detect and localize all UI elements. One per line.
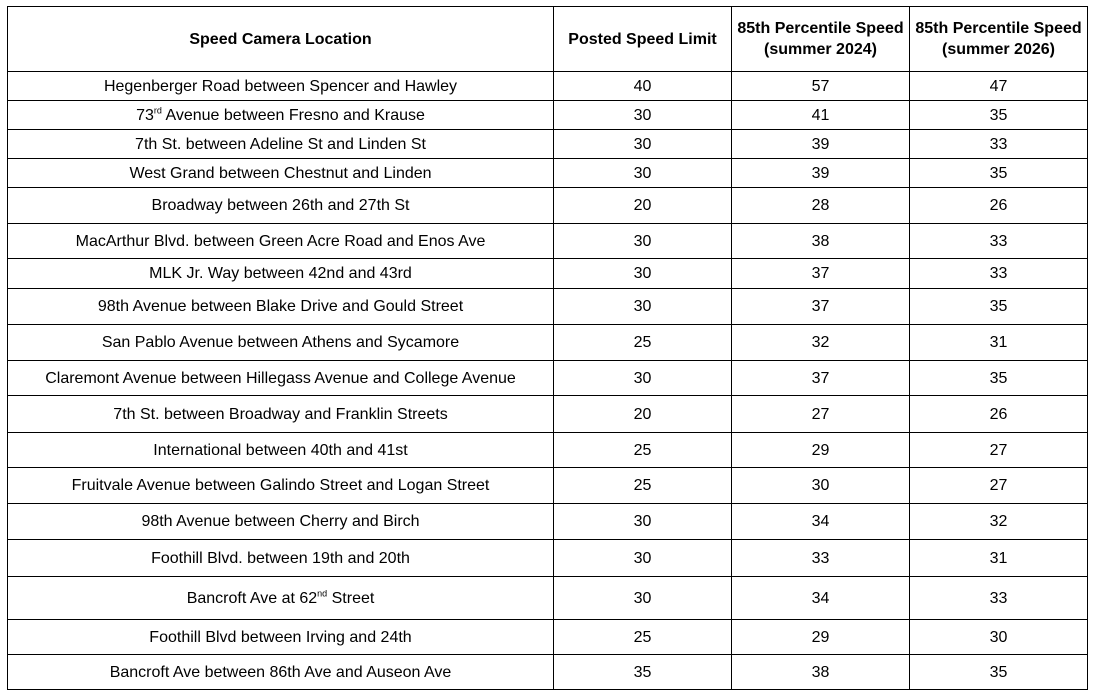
cell-speed-2024: 28 [732, 188, 910, 224]
cell-posted-limit: 30 [554, 259, 732, 289]
cell-location [8, 188, 554, 224]
cell-speed-2026: 30 [910, 620, 1088, 655]
table-row [8, 468, 1088, 504]
cell-posted-limit: 25 [554, 325, 732, 361]
location-text: Bancroft Ave at 62 [186, 589, 318, 607]
cell-location [8, 289, 554, 325]
cell-speed-2024: 38 [732, 655, 910, 690]
cell-posted-limit: 30 [554, 101, 732, 130]
cell-speed-2024: 39 [732, 159, 910, 188]
cell-speed-2026: 47 [910, 72, 1088, 101]
cell-speed-2024: 57 [732, 72, 910, 101]
cell-speed-2026: 33 [910, 577, 1088, 620]
table-row [8, 259, 1088, 289]
location-text: Foothill Blvd. between 19th and 20th [151, 549, 410, 567]
cell-posted-limit: 30 [554, 504, 732, 540]
cell-speed-2026: 26 [910, 396, 1088, 433]
cell-speed-2026: 35 [910, 159, 1088, 188]
cell-location [8, 325, 554, 361]
location-ordinal-suffix: nd [317, 588, 328, 599]
cell-posted-limit: 25 [554, 468, 732, 504]
location-text: International between 40th and 41st [153, 441, 408, 459]
cell-speed-2024: 38 [732, 224, 910, 259]
cell-speed-2026: 35 [910, 101, 1088, 130]
cell-speed-2026: 27 [910, 468, 1088, 504]
cell-location [8, 504, 554, 540]
table-row [8, 361, 1088, 396]
cell-posted-limit: 40 [554, 72, 732, 101]
location-text: Broadway between 26th and 27th St [151, 197, 410, 214]
location-text: MLK Jr. Way between 42nd and 43rd [149, 265, 412, 282]
location-text: West Grand between Chestnut and Linden [129, 164, 432, 182]
cell-posted-limit: 25 [554, 620, 732, 655]
table-row [8, 130, 1088, 159]
table-row [8, 540, 1088, 577]
table-row [8, 72, 1088, 101]
cell-speed-2026: 35 [910, 361, 1088, 396]
location-text: 98th Avenue between Cherry and Birch [141, 513, 420, 530]
location-text: MacArthur Blvd. between Green Acre Road and Enos Ave [75, 232, 486, 250]
cell-posted-limit: 30 [554, 577, 732, 620]
cell-speed-2026: 31 [910, 540, 1088, 577]
cell-speed-2024: 33 [732, 540, 910, 577]
location-text: 7th St. between Adeline St and Linden St [135, 135, 426, 153]
table-row [8, 396, 1088, 433]
cell-speed-2024: 37 [732, 289, 910, 325]
table-row [8, 188, 1088, 224]
cell-speed-2024: 41 [732, 101, 910, 130]
cell-location [8, 101, 554, 130]
cell-speed-2024: 34 [732, 504, 910, 540]
location-text: Foothill Blvd between Irving and 24th [149, 628, 412, 646]
speed-camera-table [7, 6, 1088, 690]
cell-speed-2024: 37 [732, 259, 910, 289]
cell-posted-limit: 30 [554, 289, 732, 325]
cell-location [8, 468, 554, 504]
table-row [8, 504, 1088, 540]
cell-speed-2026: 33 [910, 130, 1088, 159]
header-speed-2024: 85th Percentile Speed (summer 2024) [732, 7, 910, 72]
location-text: Hegenberger Road between Spencer and Hawley [103, 77, 458, 95]
location-text: San Pablo Avenue between Athens and Sycamore [101, 334, 460, 351]
cell-speed-2024: 34 [732, 577, 910, 620]
header-speed-2026: 85th Percentile Speed (summer 2026) [910, 7, 1088, 72]
cell-posted-limit: 20 [554, 188, 732, 224]
cell-location [8, 396, 554, 433]
cell-location [8, 361, 554, 396]
cell-location [8, 540, 554, 577]
cell-speed-2026: 27 [910, 433, 1088, 468]
cell-posted-limit: 30 [554, 130, 732, 159]
table-row [8, 159, 1088, 188]
location-text: 7th St. between Broadway and Franklin Streets [113, 405, 448, 423]
cell-speed-2026: 35 [910, 289, 1088, 325]
location-text: Claremont Avenue between Hillegass Avenue and College Avenue [45, 369, 516, 387]
cell-posted-limit: 30 [554, 540, 732, 577]
cell-location [8, 577, 554, 620]
location-text: 98th Avenue between Blake Drive and Gould Street [97, 298, 464, 315]
table-row [8, 433, 1088, 468]
cell-location [8, 655, 554, 690]
cell-posted-limit: 25 [554, 433, 732, 468]
location-text: 73 [136, 106, 154, 124]
cell-speed-2026: 33 [910, 224, 1088, 259]
cell-posted-limit: 30 [554, 159, 732, 188]
cell-speed-2024: 32 [732, 325, 910, 361]
cell-location [8, 72, 554, 101]
cell-speed-2024: 27 [732, 396, 910, 433]
table-row [8, 620, 1088, 655]
location-text-rest: Street [327, 589, 375, 607]
cell-speed-2024: 37 [732, 361, 910, 396]
table-row [8, 325, 1088, 361]
cell-posted-limit: 30 [554, 361, 732, 396]
cell-speed-2026: 26 [910, 188, 1088, 224]
cell-speed-2026: 33 [910, 259, 1088, 289]
cell-speed-2024: 29 [732, 433, 910, 468]
cell-location [8, 130, 554, 159]
cell-location [8, 259, 554, 289]
cell-posted-limit: 20 [554, 396, 732, 433]
cell-speed-2026: 32 [910, 504, 1088, 540]
cell-speed-2024: 29 [732, 620, 910, 655]
cell-speed-2026: 31 [910, 325, 1088, 361]
cell-location [8, 433, 554, 468]
cell-location [8, 620, 554, 655]
location-text: Fruitvale Avenue between Galindo Street and Logan Street [71, 477, 490, 494]
cell-posted-limit: 35 [554, 655, 732, 690]
table-header-row [8, 7, 1088, 72]
location-text-rest: Avenue between Fresno and Krause [161, 106, 425, 124]
table-row [8, 101, 1088, 130]
header-posted-limit: Posted Speed Limit [554, 7, 732, 72]
table-body [8, 72, 1088, 690]
cell-speed-2024: 30 [732, 468, 910, 504]
table-row [8, 289, 1088, 325]
cell-speed-2024: 39 [732, 130, 910, 159]
location-ordinal-suffix: rd [153, 105, 162, 116]
cell-location [8, 159, 554, 188]
table-row [8, 577, 1088, 620]
header-location: Speed Camera Location [8, 7, 554, 72]
cell-location [8, 224, 554, 259]
location-text: Bancroft Ave between 86th Ave and Auseon Ave [109, 663, 452, 681]
cell-posted-limit: 30 [554, 224, 732, 259]
table-row [8, 655, 1088, 690]
table-row [8, 224, 1088, 259]
cell-speed-2026: 35 [910, 655, 1088, 690]
